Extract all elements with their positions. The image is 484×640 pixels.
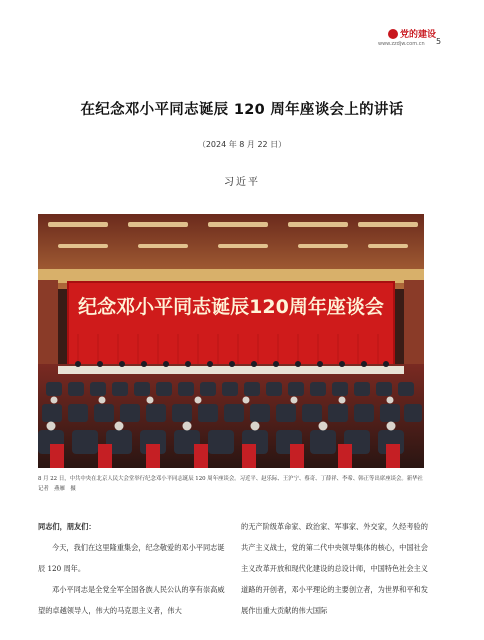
publication-logo (378, 27, 437, 49)
article-date: （2024 年 8 月 22 日） (197, 140, 287, 149)
body-paragraph-continued: 的无产阶级革命家、政治家、军事家、外交家，久经考验的共产主义战士，党的第二代中央领导集体的核心，中国社会主义改革开放和现代化建设的总设计师，中国特色社会主义道路的开创者，邓小平理论的主要创立者，为世界和平和发展作出重大贡献的伟大国际 (241, 522, 428, 615)
logo-url: www.zzdjw.com.cn (378, 41, 425, 47)
body-column-left (38, 516, 226, 621)
article-title: 在纪念邓小平同志诞辰 120 周年座谈会上的讲话 (80, 102, 404, 118)
page-number: 5 (436, 37, 442, 46)
meeting-photo (38, 214, 424, 468)
banner-text: 纪念邓小平同志诞辰120周年座谈会 (78, 296, 384, 318)
body-paragraph: 邓小平同志是全党全军全国各族人民公认的享有崇高威望的卓越领导人，伟大的马克思主义者，伟大 (38, 585, 225, 615)
body-paragraph: 今天，我们在这里隆重集会，纪念敬爱的邓小平同志诞辰 120 周年。 (38, 543, 225, 573)
party-emblem-icon (388, 29, 398, 39)
article-author: 习近平 (224, 177, 260, 188)
body-column-right (241, 516, 431, 621)
photo-caption: 8 月 22 日，中共中央在北京人民大会堂举行纪念邓小平同志诞辰 120 周年座谈会。习近平、赵乐际、王沪宁、蔡奇、丁薛祥、李希、韩正等出席座谈会。新华社记者 燕雁 摄 (38, 476, 423, 492)
salutation: 同志们，朋友们： (38, 522, 96, 531)
logo-text: 党的建设 (400, 30, 437, 40)
